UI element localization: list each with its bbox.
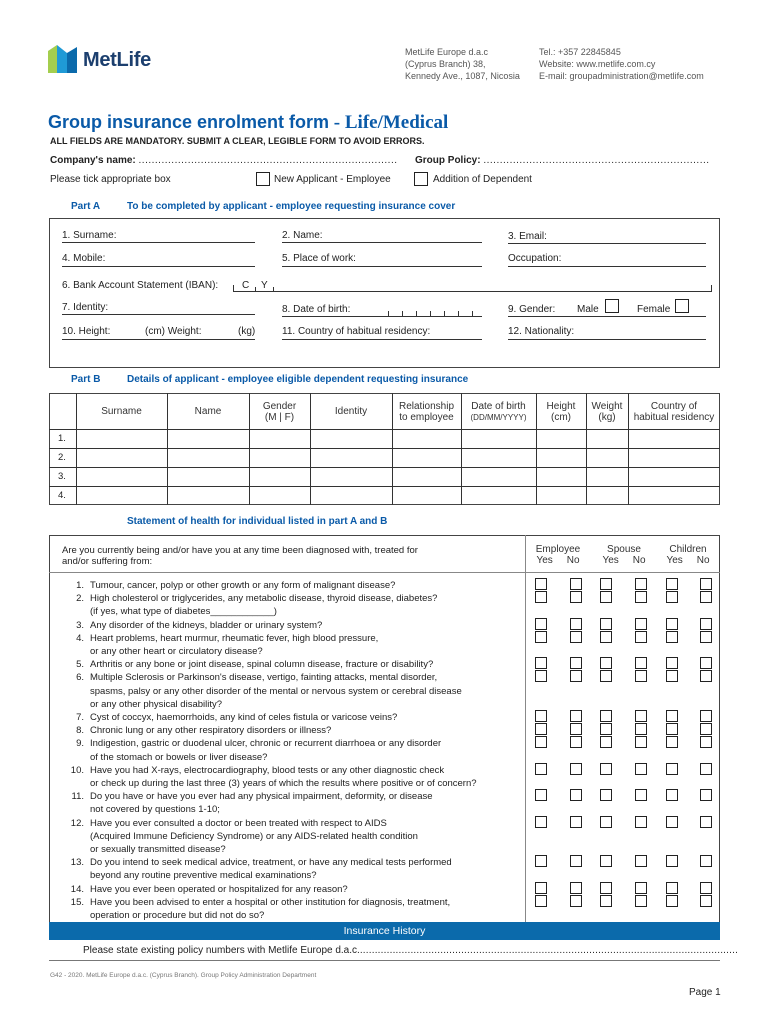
q8-children-yes-checkbox[interactable] [666, 723, 678, 735]
q13-children-no-checkbox[interactable] [700, 855, 712, 867]
col-country: Country of habitual residency [633, 401, 715, 423]
health-question-1: 1. Tumour, cancer, polyp or other growth or any form of malignant disease? [76, 580, 396, 591]
q3-spouse-no-checkbox[interactable] [635, 618, 647, 630]
mobile-field[interactable] [62, 266, 255, 267]
q2-children-yes-checkbox[interactable] [666, 591, 678, 603]
q13-employee-yes-checkbox[interactable] [535, 855, 547, 867]
health-question-cont: spasms, palsy or any other disorder of the mental or nervous system or cerebral disease [90, 685, 462, 697]
q1-children-no-checkbox[interactable] [700, 578, 712, 590]
q9-employee-yes-checkbox[interactable] [535, 736, 547, 748]
dob-label: 8. Date of birth: [282, 304, 351, 315]
health-question-5: 5. Arthritis or any bone or joint disease, spinal column disease, fracture or disability? [76, 659, 434, 671]
q12-employee-yes-checkbox[interactable] [535, 816, 547, 828]
health-question-cont: operation or procedure but did not do so? [90, 910, 265, 921]
q11-spouse-no-checkbox[interactable] [635, 789, 647, 801]
q11-spouse-yes-checkbox[interactable] [600, 789, 612, 801]
iban-prefix-y: Y [261, 280, 268, 291]
health-question-cont: or any other physical disability? [90, 698, 223, 710]
part-a-label: Part A [71, 201, 101, 212]
q7-spouse-yes-checkbox[interactable] [600, 710, 612, 722]
q13-children-yes-checkbox[interactable] [666, 855, 678, 867]
health-question-11: 11. Do you have or have you ever had any physical impairment, deformity, or disease [71, 791, 433, 803]
q2-employee-yes-checkbox[interactable] [535, 591, 547, 603]
q9-spouse-yes-checkbox[interactable] [600, 736, 612, 748]
health-question-7: 7. Cyst of coccyx, haemorrhoids, any kind of celes fistula or varicose veins? [76, 712, 398, 723]
health-question-12: 12. Have you ever consulted a doctor or been treated with respect to AIDS [70, 817, 387, 829]
part-b-label: Part B [71, 374, 101, 385]
identity-field[interactable] [62, 314, 255, 315]
q15-employee-no-checkbox[interactable] [570, 895, 582, 907]
q4-children-yes-checkbox[interactable] [666, 631, 678, 643]
q9-spouse-no-checkbox[interactable] [635, 736, 647, 748]
q15-employee-yes-checkbox[interactable] [535, 895, 547, 907]
health-question-4: 4. Heart problems, heart murmur, rheumatic fever, high blood pressure, [76, 632, 379, 644]
q10-spouse-no-checkbox[interactable] [635, 763, 647, 775]
q7-children-yes-checkbox[interactable] [666, 710, 678, 722]
email-field[interactable] [508, 243, 706, 244]
q15-children-no-checkbox[interactable] [700, 895, 712, 907]
health-question-cont: or sexually transmitted disease? [90, 844, 226, 855]
place-of-work-label: 5. Place of work: [282, 253, 356, 264]
col-height: Height (cm) [546, 401, 576, 423]
q14-employee-yes-checkbox[interactable] [535, 882, 547, 894]
footer-code: G42 - 2020. MetLife Europe d.a.c. (Cyprus Branch). Group Policy Administration Department [50, 972, 317, 979]
q5-spouse-no-checkbox[interactable] [635, 657, 647, 669]
q15-children-yes-checkbox[interactable] [666, 895, 678, 907]
health-title: Statement of health for individual listed in part A and B [127, 516, 388, 527]
q9-children-yes-checkbox[interactable] [666, 736, 678, 748]
q1-employee-yes-checkbox[interactable] [535, 578, 547, 590]
q7-spouse-no-checkbox[interactable] [635, 710, 647, 722]
female-label: Female [637, 304, 671, 315]
health-question-cont: not covered by questions 1-10; [90, 804, 220, 816]
add-dependent-checkbox[interactable] [414, 172, 428, 186]
iban-field[interactable] [233, 291, 711, 292]
place-of-work-field[interactable] [282, 266, 482, 267]
health-question-cont: of the stomach or bowels or liver disease? [90, 751, 268, 763]
dob-field[interactable] [282, 316, 482, 317]
q4-spouse-no-checkbox[interactable] [635, 631, 647, 643]
health-question-cont: beyond any routine preventive medical examinations? [90, 870, 317, 882]
q6-employee-no-checkbox[interactable] [570, 670, 582, 682]
q4-spouse-yes-checkbox[interactable] [600, 631, 612, 643]
q2-spouse-yes-checkbox[interactable] [600, 591, 612, 603]
header-contact: Tel.: +357 22845845 Website: www.metlife.com.cy E-mail: groupadministration@metlife.com [539, 47, 704, 81]
part-b-title: Details of applicant - employee eligible dependent requesting insurance [127, 374, 469, 385]
table-row-4: 4. [58, 490, 66, 501]
metlife-logo-text: MetLife [83, 49, 151, 71]
health-question-9: 9. Indigestion, gastric or duodenal ulcer, chronic or recurrent diarrhoea or any disorder [76, 738, 442, 750]
mandatory-notice: ALL FIELDS ARE MANDATORY. SUBMIT A CLEAR, LEGIBLE FORM TO AVOID ERRORS. [50, 136, 425, 146]
health-intro: Are you currently being and/or have you at any time been diagnosed with, treated for and/or suffering from: [62, 545, 418, 567]
health-question-cont: or any other heart or circulatory disease? [90, 646, 263, 657]
occupation-label: Occupation: [508, 253, 562, 264]
q1-spouse-yes-checkbox[interactable] [600, 578, 612, 590]
q8-employee-yes-checkbox[interactable] [535, 723, 547, 735]
weight-label: (cm) Weight: [145, 326, 202, 337]
col-dob: Date of birth (DD/MM/YYYY) [470, 401, 527, 422]
gender-label: 9. Gender: [508, 304, 556, 315]
q4-children-no-checkbox[interactable] [700, 631, 712, 643]
col-relationship: Relationship to employee [398, 401, 455, 423]
email-field-label: 3. Email: [508, 231, 547, 242]
health-question-6: 6. Multiple Sclerosis or Parkinson's disease, vertigo, fainting attacks, mental disorder, [76, 672, 438, 684]
q10-children-yes-checkbox[interactable] [666, 763, 678, 775]
group-children: Children Yes No [666, 544, 710, 566]
group-spouse: Spouse Yes No [602, 544, 646, 566]
residency-label: 11. Country of habitual residency: [282, 326, 431, 337]
q6-children-yes-checkbox[interactable] [666, 670, 678, 682]
q1-children-yes-checkbox[interactable] [666, 578, 678, 590]
metlife-logo [48, 45, 178, 75]
name-field[interactable] [282, 242, 482, 243]
q14-spouse-no-checkbox[interactable] [635, 882, 647, 894]
q9-employee-no-checkbox[interactable] [570, 736, 582, 748]
health-question-13: 13. Do you intend to seek medical advice, treatment, or have any medical tests performed [70, 857, 452, 869]
height-weight-field[interactable] [62, 339, 255, 340]
q11-employee-yes-checkbox[interactable] [535, 789, 547, 801]
q10-children-no-checkbox[interactable] [700, 763, 712, 775]
q11-employee-no-checkbox[interactable] [570, 789, 582, 801]
q11-children-no-checkbox[interactable] [700, 789, 712, 801]
occupation-field[interactable] [508, 266, 706, 267]
iban-label: 6. Bank Account Statement (IBAN): [62, 280, 219, 291]
q8-children-no-checkbox[interactable] [700, 723, 712, 735]
male-checkbox[interactable] [605, 299, 619, 313]
group-policy-label: Group Policy: ..................................................................... [415, 155, 710, 166]
mobile-field-label: 4. Mobile: [62, 253, 106, 264]
group-employee: Employee Yes No [535, 544, 581, 566]
part-a-title: To be completed by applicant - employee requesting insurance cover [127, 201, 456, 212]
q5-spouse-yes-checkbox[interactable] [600, 657, 612, 669]
q3-children-no-checkbox[interactable] [700, 618, 712, 630]
q7-employee-no-checkbox[interactable] [570, 710, 582, 722]
q2-children-no-checkbox[interactable] [700, 591, 712, 603]
q10-spouse-yes-checkbox[interactable] [600, 763, 612, 775]
name-field-label: 2. Name: [282, 230, 323, 241]
q5-employee-yes-checkbox[interactable] [535, 657, 547, 669]
table-row-3: 3. [58, 471, 66, 482]
q5-children-yes-checkbox[interactable] [666, 657, 678, 669]
q2-employee-no-checkbox[interactable] [570, 591, 582, 603]
health-question-2: 2. High cholesterol or triglycerides, any metabolic disease, thyroid disease, diabetes? [76, 593, 438, 605]
q5-employee-no-checkbox[interactable] [570, 657, 582, 669]
q15-spouse-no-checkbox[interactable] [635, 895, 647, 907]
q2-spouse-no-checkbox[interactable] [635, 591, 647, 603]
q3-spouse-yes-checkbox[interactable] [600, 618, 612, 630]
table-row-2: 2. [58, 452, 66, 463]
q6-spouse-no-checkbox[interactable] [635, 670, 647, 682]
q10-employee-no-checkbox[interactable] [570, 763, 582, 775]
page-title: Group insurance enrolment form - Life/Medical [48, 112, 449, 133]
q4-employee-yes-checkbox[interactable] [535, 631, 547, 643]
q14-children-no-checkbox[interactable] [700, 882, 712, 894]
height-label: 10. Height: [62, 326, 111, 337]
new-applicant-label: New Applicant - Employee [274, 174, 391, 185]
health-question-15: 15. Have you been advised to enter a hospital or other institution for diagnosis, treatment, [70, 896, 451, 908]
male-label: Male [577, 304, 599, 315]
q6-spouse-yes-checkbox[interactable] [600, 670, 612, 682]
q8-spouse-yes-checkbox[interactable] [600, 723, 612, 735]
part-a-box [49, 218, 720, 368]
nationality-field[interactable] [508, 339, 706, 340]
tick-instruction: Please tick appropriate box [50, 174, 171, 185]
col-weight: Weight (kg) [591, 401, 623, 423]
q14-children-yes-checkbox[interactable] [666, 882, 678, 894]
q9-children-no-checkbox[interactable] [700, 736, 712, 748]
iban-prefix-c: C [242, 280, 250, 291]
q8-employee-no-checkbox[interactable] [570, 723, 582, 735]
col-name: Name [194, 406, 222, 417]
q6-children-no-checkbox[interactable] [700, 670, 712, 682]
q12-children-no-checkbox[interactable] [700, 816, 712, 828]
q7-employee-yes-checkbox[interactable] [535, 710, 547, 722]
q14-spouse-yes-checkbox[interactable] [600, 882, 612, 894]
new-applicant-checkbox[interactable] [256, 172, 270, 186]
q3-children-yes-checkbox[interactable] [666, 618, 678, 630]
q15-spouse-yes-checkbox[interactable] [600, 895, 612, 907]
health-question-14: 14. Have you ever been operated or hospitalized for any reason? [70, 883, 348, 895]
col-surname: Surname [101, 406, 142, 417]
health-question-8: 8. Chronic lung or any other respiratory disorders or illness? [76, 725, 332, 737]
q1-spouse-no-checkbox[interactable] [635, 578, 647, 590]
q4-employee-no-checkbox[interactable] [570, 631, 582, 643]
residency-field[interactable] [282, 339, 482, 340]
col-identity: Identity [334, 406, 368, 417]
health-question-3: 3. Any disorder of the kidneys, bladder or urinary system? [76, 619, 323, 631]
insurance-history-bar: Insurance History [49, 922, 720, 940]
q6-employee-yes-checkbox[interactable] [535, 670, 547, 682]
q13-employee-no-checkbox[interactable] [570, 855, 582, 867]
q13-spouse-yes-checkbox[interactable] [600, 855, 612, 867]
health-question-cont: or check up during the last three (3) years of which the results where positive or of concern? [90, 778, 477, 789]
q10-employee-yes-checkbox[interactable] [535, 763, 547, 775]
page-number: Page 1 [689, 987, 721, 998]
health-question-10: 10. Have you had X-rays, electrocardiography, blood tests or any other diagnostic check [70, 764, 445, 776]
q7-children-no-checkbox[interactable] [700, 710, 712, 722]
q12-spouse-yes-checkbox[interactable] [600, 816, 612, 828]
q1-employee-no-checkbox[interactable] [570, 578, 582, 590]
q12-employee-no-checkbox[interactable] [570, 816, 582, 828]
q14-employee-no-checkbox[interactable] [570, 882, 582, 894]
col-gender: Gender (M | F) [262, 401, 297, 423]
header-address: MetLife Europe d.a.c (Cyprus Branch) 38, Kennedy Ave., 1087, Nicosia [405, 47, 520, 81]
q3-employee-no-checkbox[interactable] [570, 618, 582, 630]
metlife-logo-icon [48, 45, 80, 73]
q13-spouse-no-checkbox[interactable] [635, 855, 647, 867]
q5-children-no-checkbox[interactable] [700, 657, 712, 669]
nationality-label: 12. Nationality: [508, 326, 575, 337]
surname-field-label: 1. Surname: [62, 230, 117, 241]
q11-children-yes-checkbox[interactable] [666, 789, 678, 801]
health-question-cont: (if yes, what type of diabetes____________) [90, 606, 277, 618]
identity-label: 7. Identity: [62, 302, 109, 313]
q3-employee-yes-checkbox[interactable] [535, 618, 547, 630]
kg-label: (kg) [238, 326, 256, 337]
table-row-1: 1. [58, 433, 66, 444]
q12-children-yes-checkbox[interactable] [666, 816, 678, 828]
policy-numbers-prompt: Please state existing policy numbers with Metlife Europe d.a.c................................................................................................................................ [83, 945, 739, 956]
female-checkbox[interactable] [675, 299, 689, 313]
surname-field[interactable] [62, 242, 255, 243]
q12-spouse-no-checkbox[interactable] [635, 816, 647, 828]
health-question-cont: (Acquired Immune Deficiency Syndrome) or any AIDS-related health condition [90, 830, 418, 842]
q8-spouse-no-checkbox[interactable] [635, 723, 647, 735]
add-dependent-label: Addition of Dependent [433, 174, 532, 185]
company-name-label: Company's name: ............................................................................... [50, 155, 398, 166]
